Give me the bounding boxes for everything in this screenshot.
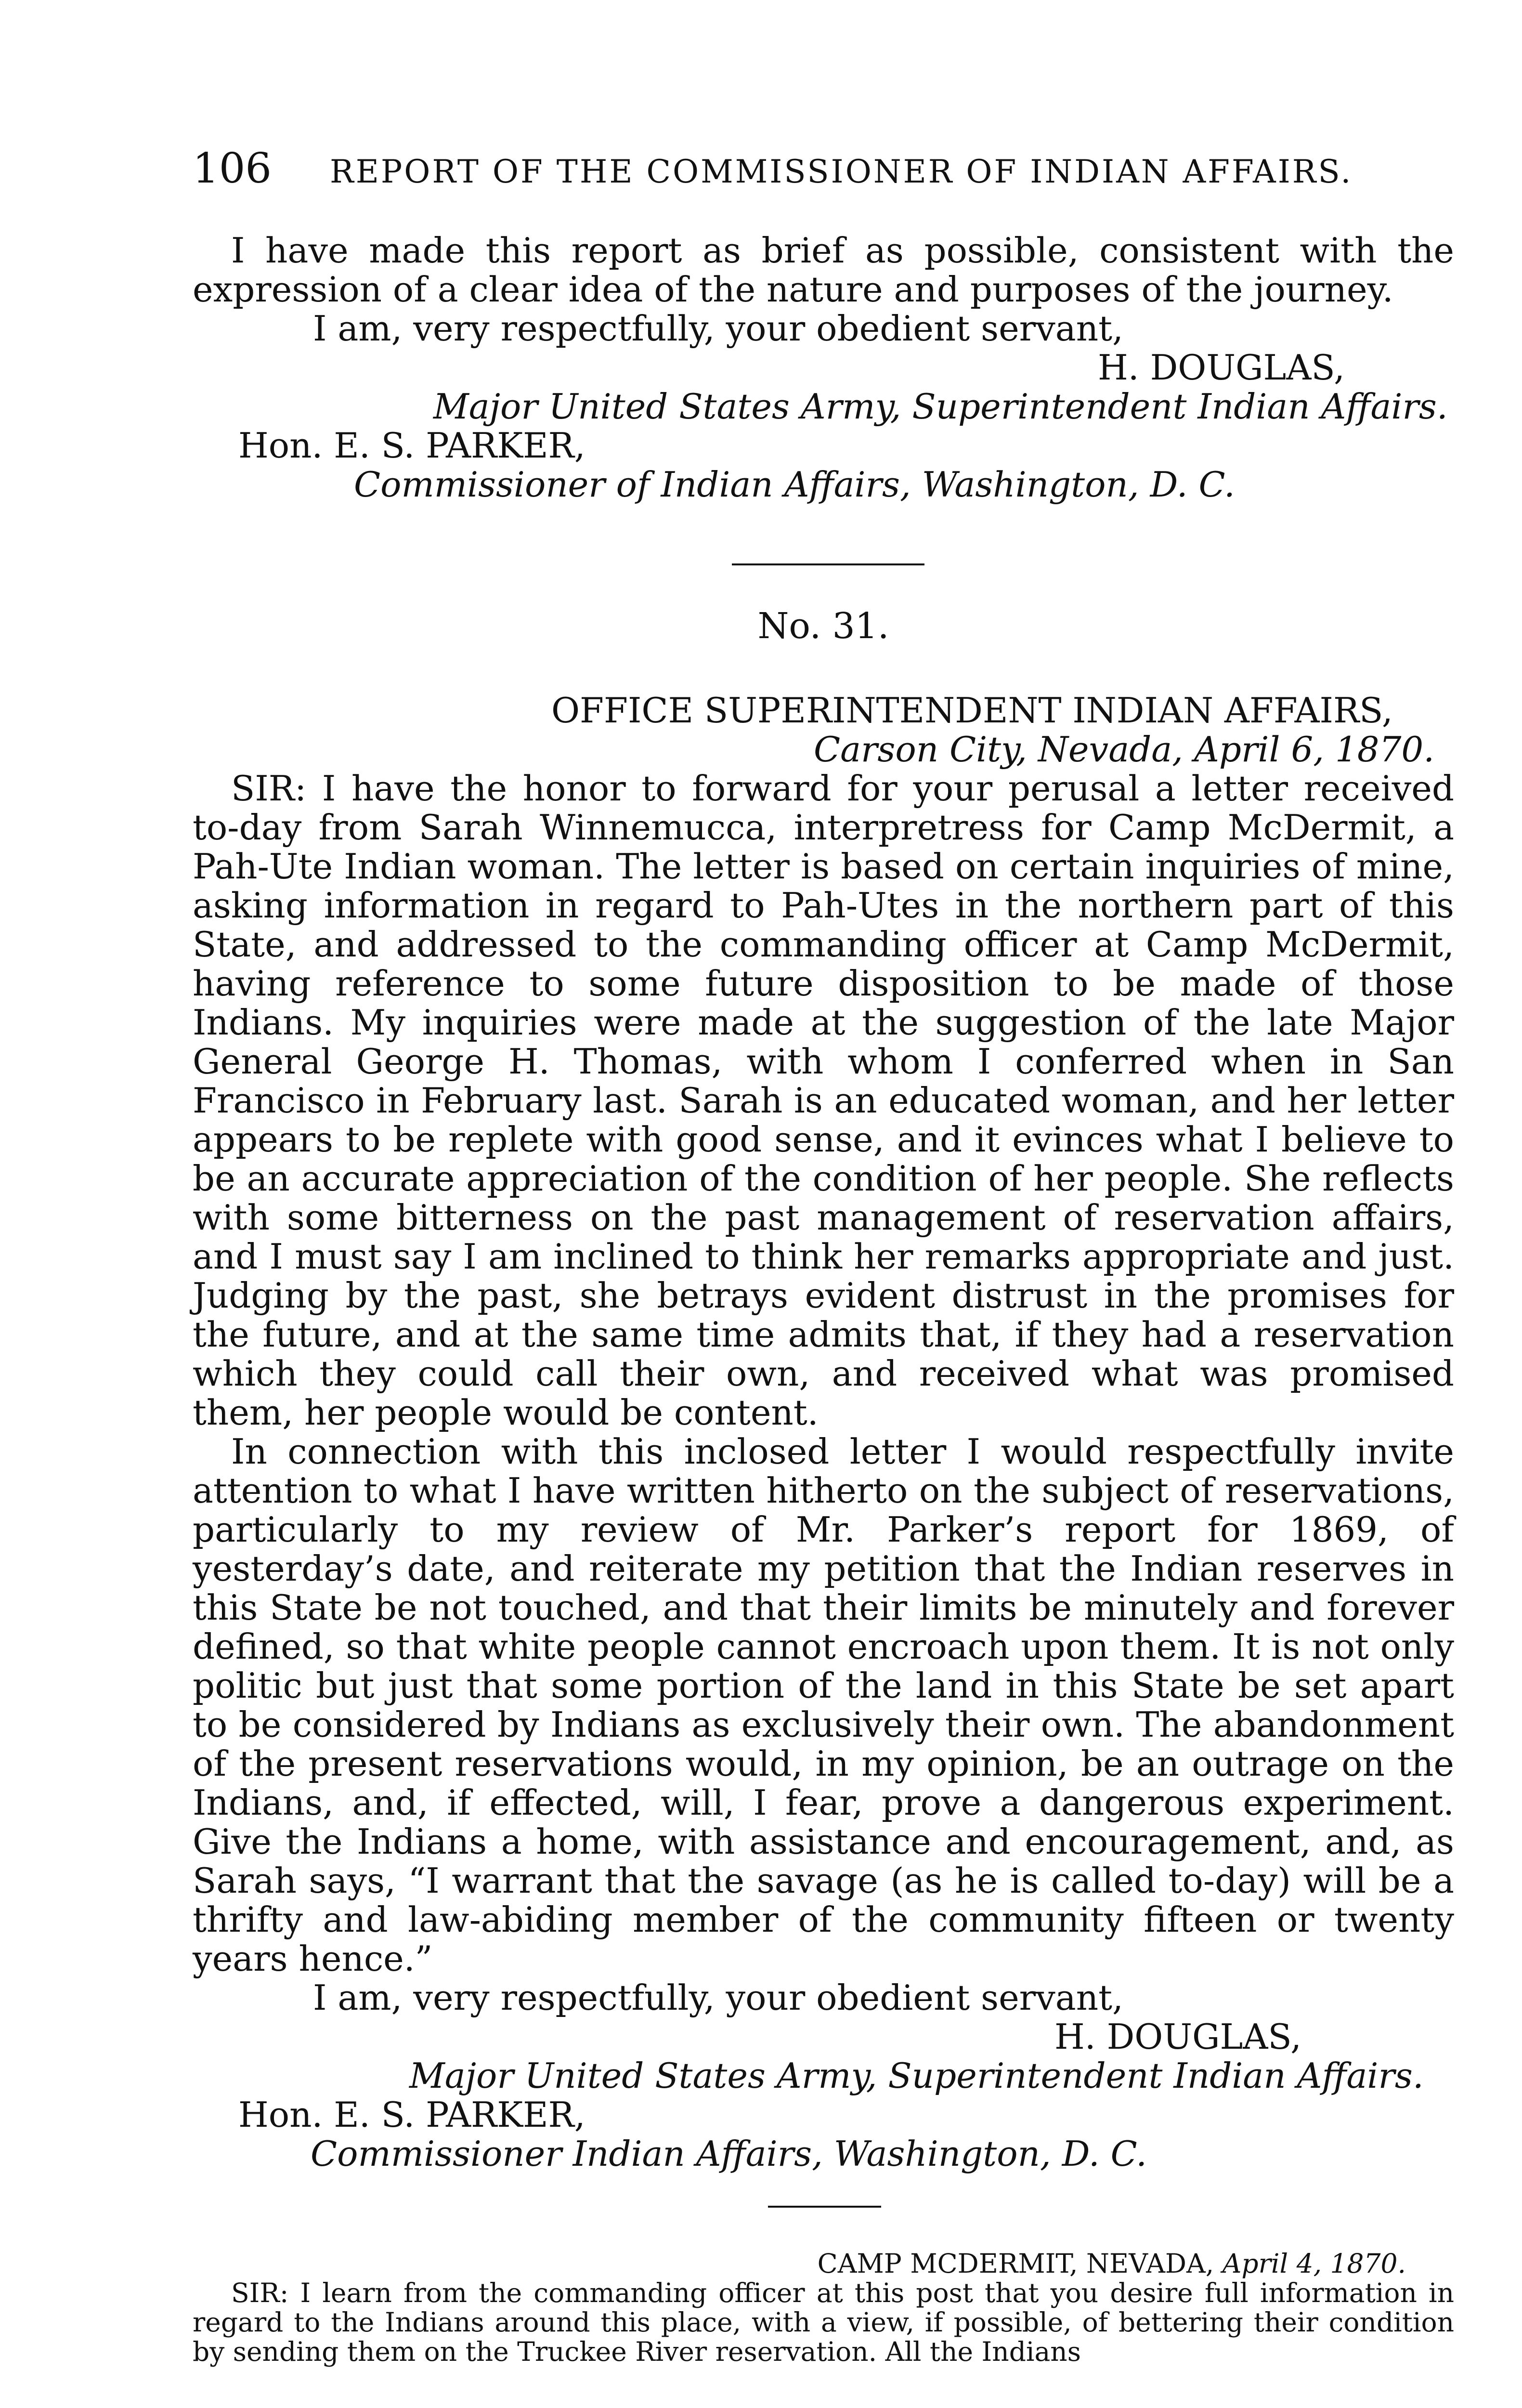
page-number: 106 bbox=[193, 144, 272, 193]
letter-divider-rule bbox=[768, 2206, 881, 2208]
letter-3 bbox=[193, 2249, 1454, 2367]
letter-1-closing: I am, very respectfully, your obedient servant, bbox=[313, 308, 1123, 349]
letter-2-office: OFFICE SUPERINTENDENT INDIAN AFFAIRS, bbox=[551, 690, 1393, 731]
letter-2-addressee-title: Commissioner Indian Affairs, Washington, D. C. bbox=[311, 2133, 1147, 2174]
letter-2-paragraph-1 bbox=[193, 769, 1454, 1432]
letter-1-title: Major United States Army, Superintendent Indian Affairs. bbox=[433, 386, 1448, 427]
page-header bbox=[193, 144, 1454, 202]
letter-2 bbox=[193, 691, 1454, 2173]
letter-1-signature: H. DOUGLAS, bbox=[1098, 347, 1345, 388]
section-heading bbox=[193, 607, 1454, 646]
letter-2-addressee: Hon. E. S. PARKER, bbox=[238, 2094, 585, 2135]
letter-3-date: April 4, 1870. bbox=[1222, 2248, 1406, 2279]
letter-2-signature: H. DOUGLAS, bbox=[1054, 2016, 1301, 2057]
letter-2-title: Major United States Army, Superintendent Indian Affairs. bbox=[409, 2055, 1424, 2096]
letter-1 bbox=[193, 231, 1454, 504]
letter-1-paragraph: I have made this report as brief as possible, consistent with the expression of a clear idea of the nature and purposes of the journey. bbox=[193, 230, 1454, 310]
letter-3-paragraph-text: I learn from the commanding officer at this post that you desire full information in regard to the Indians around this place, with a view, if possible, of bettering their condition by sending them on the Truckee River reservation. All the Indians bbox=[193, 2277, 1455, 2367]
letter-2-closing: I am, very respectfully, your obedient servant, bbox=[313, 1977, 1123, 2018]
letter-1-addressee: Hon. E. S. PARKER, bbox=[238, 425, 585, 466]
letter-3-place: CAMP MCDERMIT, NEVADA, bbox=[817, 2248, 1214, 2279]
letter-2-dateline: Carson City, Nevada, April 6, 1870. bbox=[814, 729, 1435, 770]
letter-3-dateline bbox=[193, 2249, 1454, 2278]
letter-3-salutation: SIR: bbox=[231, 2277, 289, 2308]
letter-2-salutation: SIR: bbox=[231, 768, 307, 809]
section-divider-rule bbox=[732, 563, 924, 565]
letter-2-paragraph-2: In connection with this inclosed letter I would respectfully invite attention to what I have written hitherto on the subject of reservations, particularly to my review of Mr. Parker’s report for 1869, of yesterday’s date, and reiterate my petition that the Indian reserves in this State be not touched, and that their limits be minutely and forever defined, so that white people cannot encroach upon them. It is not only politic but just that some portion of the land in this State be set apart to be considered by Indians as exclusively their own. The abandonment of the present reservations would, in my opinion, be an outrage on the Indians, and, if effected, will, I fear, prove a dangerous experiment. Give the Indians a home, with assistance and encouragement, and, as Sarah says, “I warrant that the savage (as he is called to-day) will be a thrifty and law-abiding member of the community fifteen or twenty years hence.” bbox=[193, 1431, 1454, 1979]
running-head: REPORT OF THE COMMISSIONER OF INDIAN AFFAIRS. bbox=[330, 153, 1353, 190]
letter-3-paragraph bbox=[193, 2278, 1454, 2367]
letter-2-paragraph-1-text: I have the honor to forward for your perusal a letter received to-day from Sarah Winnemucca, interpretress for Camp McDermit, a Pah-Ute Indian woman. The letter is based on certain inquiries of mine, asking information in regard to Pah-Utes in the northern part of this State, and addressed to the commanding officer at Camp McDermit, having reference to some future disposition to be made of those Indians. My inquiries were made at the suggestion of the late Major General George H. Thomas, with whom I conferred when in San Francisco in February last. Sarah is an educated woman, and her letter appears to be replete with good sense, and it evinces what I believe to be an accurate appreciation of the condition of her people. She reflects with some bitterness on the past management of reservation affairs, and I must say I am inclined to think her remarks appropriate and just. Judging by the past, she betrays evident distrust in the promises for the future, and at the same time admits that, if they had a reservation which they could call their own, and received what was promised them, her people would be content. bbox=[193, 768, 1454, 1433]
section-number: No. 31. bbox=[757, 605, 889, 647]
letter-1-addressee-title: Commissioner of Indian Affairs, Washington, D. C. bbox=[354, 464, 1235, 505]
